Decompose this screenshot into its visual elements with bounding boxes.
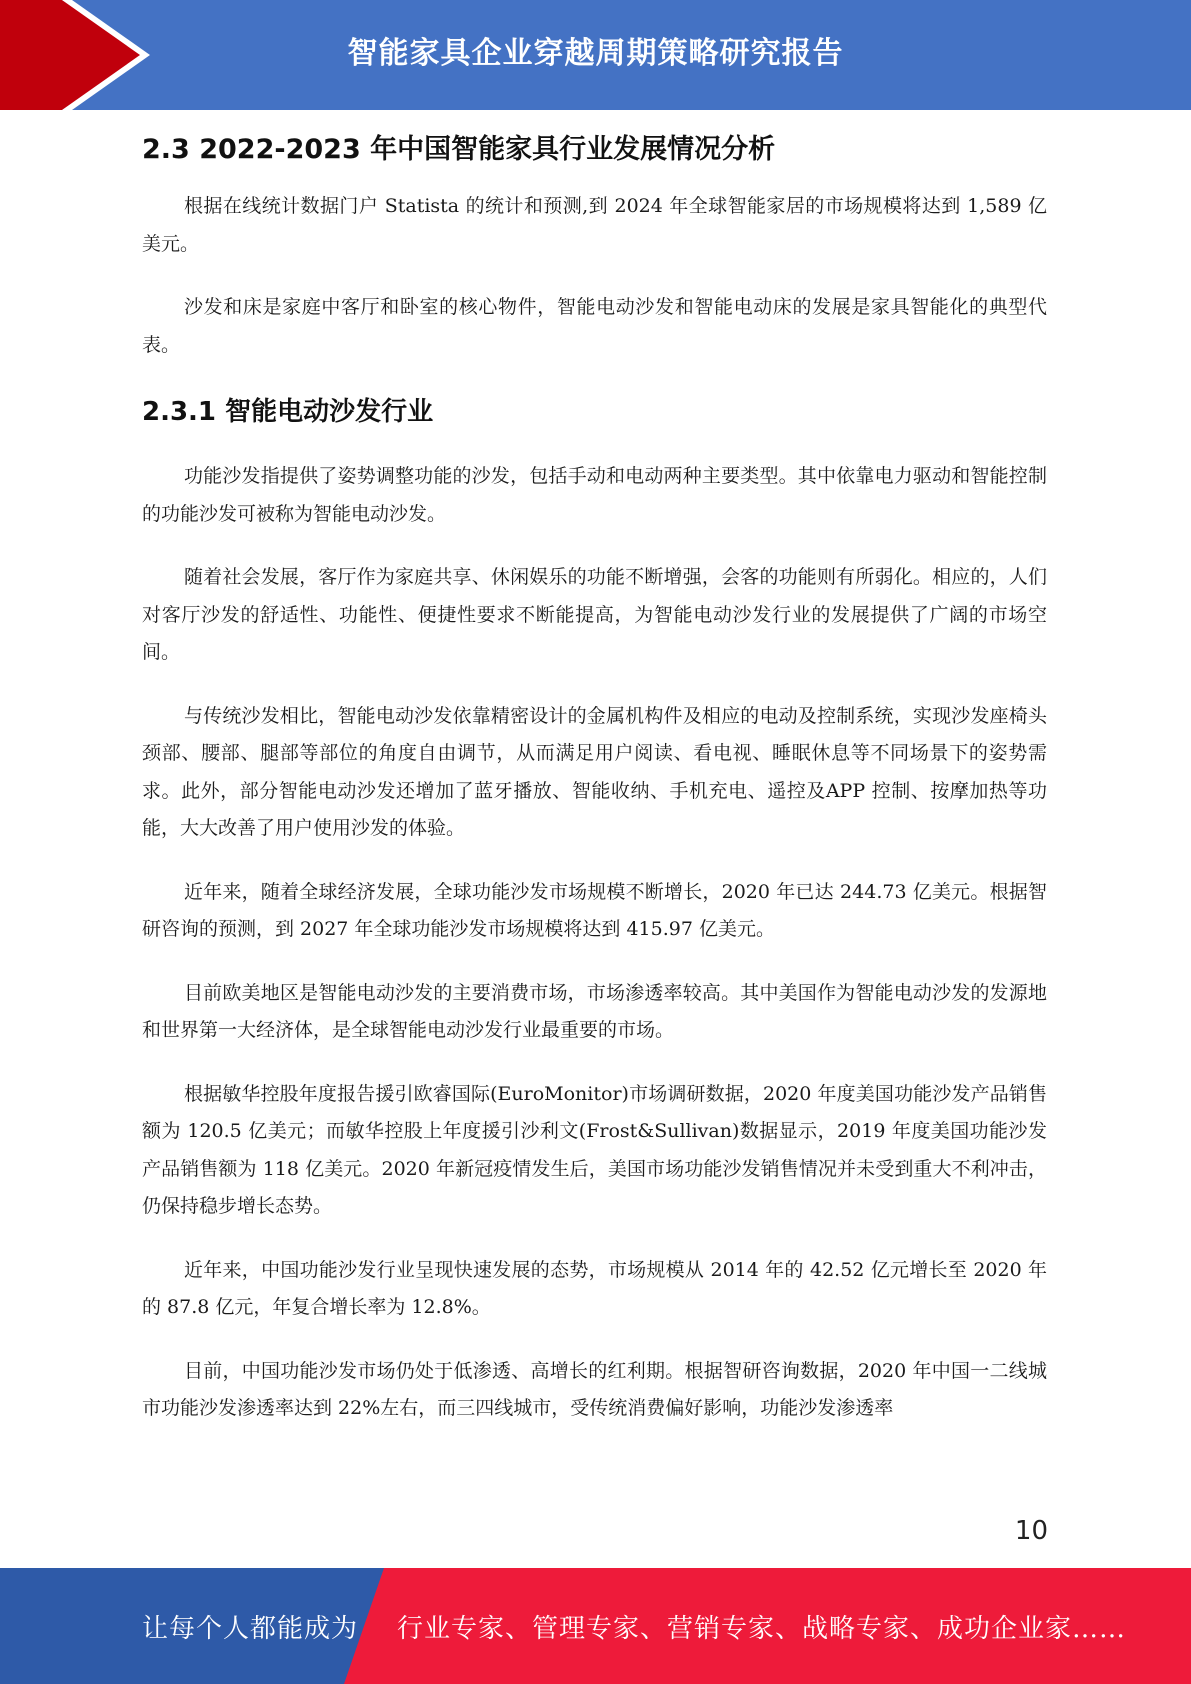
paragraph: 根据在线统计数据门户 Statista 的统计和预测,到 2024 年全球智能家居的市场规模将达到 1,589 亿美元。 xyxy=(142,195,1047,255)
paragraph: 根据敏华控股年度报告援引欧睿国际(EuroMonitor)市场调研数据，2020 年度美国功能沙发产品销售额为 120.5 亿美元；而敏华控股上年度援引沙利文(Frost&Sullivan)数据显示，2019 年度美国功能沙发产品销售额为 118 亿美元。2020 年新冠疫情发生后，美国市场功能沙发销售情况并未受到重大不利冲击，仍保持稳步增长态势。 xyxy=(142,1082,1047,1217)
footer-slogan-right: 行业专家、管理专家、营销专家、战略专家、成功企业家…… xyxy=(397,1614,1127,1644)
paragraph: 近年来，随着全球经济发展，全球功能沙发市场规模不断增长，2020 年已达 244.73 亿美元。根据智研咨询的预测，到 2027 年全球功能沙发市场规模将达到 415.97 亿美元。 xyxy=(142,880,1047,940)
paragraph: 随着社会发展，客厅作为家庭共享、休闲娱乐的功能不断增强，会客的功能则有所弱化。相应的，人们对客厅沙发的舒适性、功能性、便捷性要求不断能提高，为智能电动沙发行业的发展提供了广阔的市场空间。 xyxy=(142,566,1047,663)
page-footer xyxy=(0,1568,1191,1684)
page-content xyxy=(142,126,1047,1428)
section-title: 2.3 2022-2023 年中国智能家具行业发展情况分析 xyxy=(142,134,776,165)
paragraph: 功能沙发指提供了姿势调整功能的沙发，包括手动和电动两种主要类型。其中依靠电力驱动和智能控制的功能沙发可被称为智能电动沙发。 xyxy=(142,465,1047,525)
paragraph: 目前，中国功能沙发市场仍处于低渗透、高增长的红利期。根据智研咨询数据，2020 年中国一二线城市功能沙发渗透率达到 22%左右，而三四线城市，受传统消费偏好影响，功能沙发渗透率 xyxy=(142,1359,1047,1419)
page-header xyxy=(0,0,1191,110)
paragraph: 与传统沙发相比，智能电动沙发依靠精密设计的金属机构件及相应的电动及控制系统，实现沙发座椅头颈部、腰部、腿部等部位的角度自由调节，从而满足用户阅读、看电视、睡眠休息等不同场景下的姿势需求。此外，部分智能电动沙发还增加了蓝牙播放、智能收纳、手机充电、遥控及APP 控制、按摩加热等功能，大大改善了用户使用沙发的体验。 xyxy=(142,704,1047,839)
report-title: 智能家具企业穿越周期策略研究报告 xyxy=(347,36,844,71)
footer-slogan-left: 让每个人都能成为 xyxy=(142,1614,359,1644)
paragraph: 近年来，中国功能沙发行业呈现快速发展的态势，市场规模从 2014 年的 42.52 亿元增长至 2020 年的 87.8 亿元，年复合增长率为 12.8%。 xyxy=(142,1258,1047,1318)
paragraph: 沙发和床是家庭中客厅和卧室的核心物件，智能电动沙发和智能电动床的发展是家具智能化的典型代表。 xyxy=(142,296,1047,356)
subsection-title: 2.3.1 智能电动沙发行业 xyxy=(142,397,434,427)
paragraph: 目前欧美地区是智能电动沙发的主要消费市场，市场渗透率较高。其中美国作为智能电动沙发的发源地和世界第一大经济体，是全球智能电动沙发行业最重要的市场。 xyxy=(142,981,1047,1041)
page-number: 10 xyxy=(1014,1516,1048,1546)
